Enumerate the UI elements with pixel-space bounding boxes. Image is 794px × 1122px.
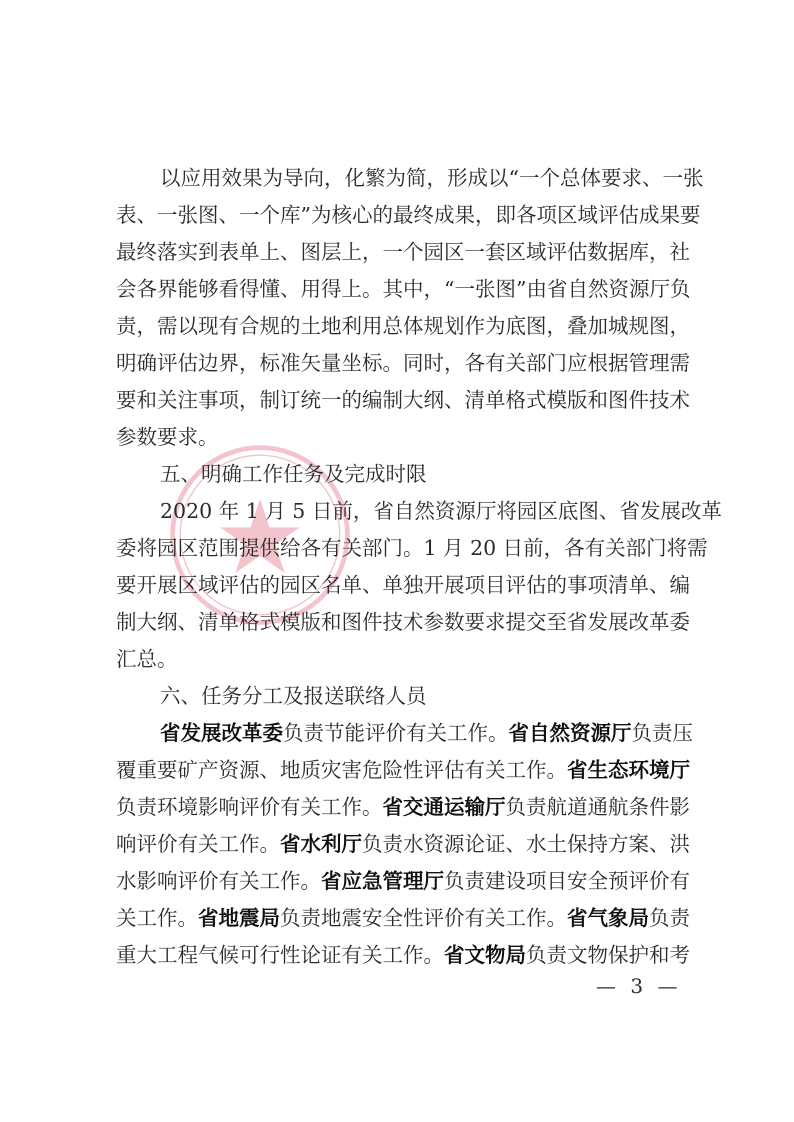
paragraph-line	[116, 202, 701, 228]
text-segment: 汇总。	[116, 647, 178, 671]
paragraph-line	[116, 424, 682, 450]
paragraph-line	[116, 535, 708, 561]
department-name: 省交通运输厅	[382, 795, 506, 819]
paragraph-line	[116, 276, 691, 302]
text-segment: 负责	[649, 906, 690, 930]
text-segment: 制大纲、清单格式模版和图件技术参数要求提交至省发展改革委	[116, 610, 690, 634]
text-segment: 负责压	[631, 721, 693, 745]
paragraph-line	[116, 350, 690, 376]
paragraph-line	[116, 609, 690, 635]
department-name: 省气象局	[567, 906, 649, 930]
text-segment: 负责航道通航条件影	[505, 795, 690, 819]
paragraph-line	[116, 905, 690, 931]
text-segment: 负责建设项目安全预评价有	[444, 869, 690, 893]
text-segment: 明确评估边界，标准矢量坐标。同时，各有关部门应根据管理需	[116, 351, 690, 375]
text-segment: 五、明确工作任务及完成时限	[160, 462, 427, 486]
department-name: 省生态环境厅	[567, 758, 690, 782]
text-segment: 以应用效果为导向，化繁为简，形成以“一个总体要求、一张	[160, 166, 704, 190]
paragraph-line	[116, 942, 690, 968]
page-number: — 3 —	[596, 974, 682, 998]
paragraph-line	[160, 720, 693, 746]
text-segment: 水影响评价有关工作。	[116, 869, 321, 893]
department-name: 省自然资源厅	[508, 721, 632, 745]
text-segment: 关工作。	[116, 906, 198, 930]
text-segment: 六、任务分工及报送联络人员	[160, 684, 427, 708]
paragraph-line	[116, 794, 690, 820]
text-segment: 负责文物保护和考	[526, 943, 690, 967]
text-segment: 重大工程气候可行性论证有关工作。	[116, 943, 444, 967]
paragraph-line	[160, 165, 704, 191]
text-segment: 参数要求。	[116, 425, 219, 449]
department-name: 省文物局	[444, 943, 526, 967]
paragraph-line	[116, 572, 690, 598]
section-heading	[160, 461, 682, 487]
paragraph-line	[116, 757, 690, 783]
paragraph-line	[116, 868, 690, 894]
text-segment: 会各界能够看得懂、用得上。其中，“一张图”由省自然资源厅负	[116, 277, 691, 301]
text-segment: 要开展区域评估的园区名单、单独开展项目评估的事项清单、编	[116, 573, 690, 597]
text-segment: 最终落实到表单上、图层上，一个园区一套区域评估数据库，社	[116, 240, 690, 264]
text-segment: 响评价有关工作。	[116, 832, 280, 856]
section-heading	[160, 683, 682, 709]
text-segment: 要和关注事项，制订统一的编制大纲、清单格式模版和图件技术	[116, 388, 690, 412]
department-name: 省水利厅	[280, 832, 362, 856]
department-name: 省发展改革委	[160, 721, 283, 745]
text-segment: 2020 年 1 月 5 日前，省自然资源厅将园区底图、省发展改革	[160, 499, 722, 523]
text-segment: 负责水资源论证、水土保持方案、洪	[362, 832, 690, 856]
text-segment: 负责节能评价有关工作。	[283, 721, 509, 745]
paragraph-line	[160, 498, 722, 524]
text-segment: 覆重要矿产资源、地质灾害危险性评估有关工作。	[116, 758, 567, 782]
department-name: 省应急管理厅	[321, 869, 444, 893]
text-segment: 责，需以现有合规的土地利用总体规划作为底图，叠加城规图，	[116, 314, 690, 338]
text-segment: 负责地震安全性评价有关工作。	[280, 906, 567, 930]
department-name: 省地震局	[198, 906, 280, 930]
paragraph-line	[116, 387, 690, 413]
text-segment: 委将园区范围提供给各有关部门。1 月 20 日前，各有关部门将需	[116, 536, 708, 560]
paragraph-line	[116, 313, 690, 339]
text-segment: 负责环境影响评价有关工作。	[116, 795, 383, 819]
paragraph-line	[116, 239, 690, 265]
paragraph-line	[116, 646, 682, 672]
paragraph-line	[116, 831, 690, 857]
text-segment: 表、一张图、一个库”为核心的最终成果，即各项区域评估成果要	[116, 203, 701, 227]
